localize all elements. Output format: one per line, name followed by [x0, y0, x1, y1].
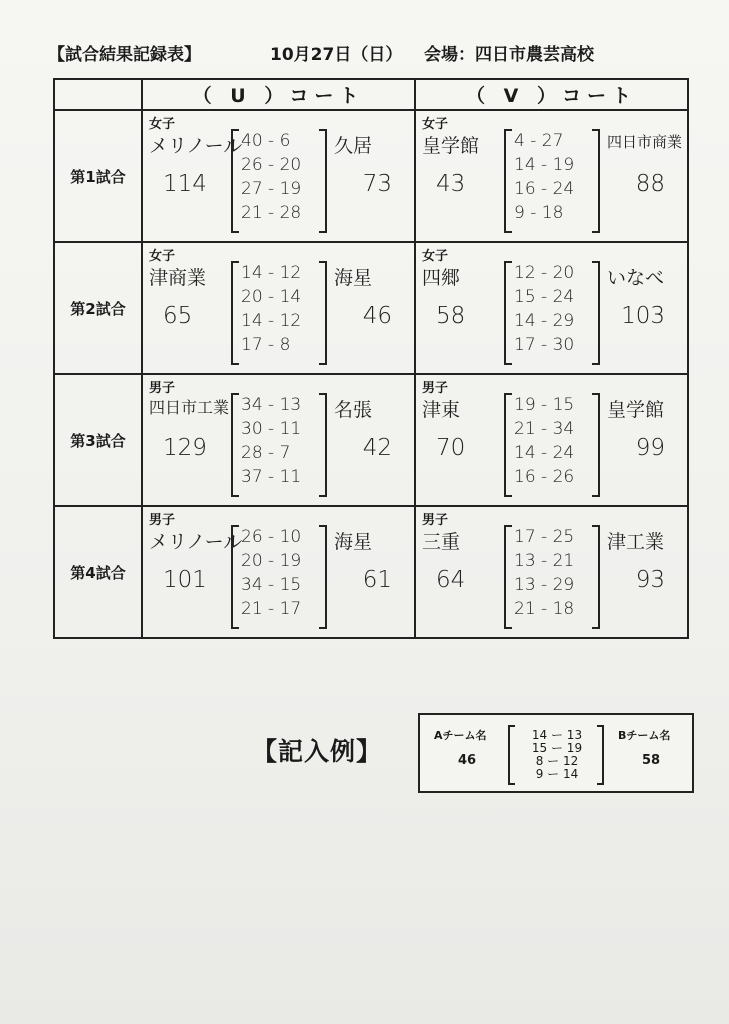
set-score: 12 - 20 — [514, 263, 575, 283]
court-u-header: （ U ）コート — [142, 79, 415, 110]
set-score: 15 - 24 — [514, 287, 575, 307]
gender-label: 女子 — [422, 249, 449, 264]
court-v-header: （ V ）コート — [415, 79, 688, 110]
set-scores — [231, 393, 327, 497]
set-score: 14 - 24 — [514, 443, 575, 463]
game-row — [54, 110, 688, 242]
example-set-score: 14 ー 13 — [531, 728, 583, 742]
set-score: 9 - 18 — [514, 203, 564, 223]
bracket-left — [504, 525, 512, 629]
venue: 会場：四日市農芸高校 — [424, 45, 594, 65]
team-b-total: 93 — [635, 567, 665, 593]
set-score: 40 - 6 — [241, 131, 291, 151]
team-b-name: 津工業 — [607, 531, 665, 553]
team-b-name: 海星 — [334, 531, 373, 553]
set-score: 13 - 21 — [514, 551, 575, 571]
team-b-total: 73 — [362, 171, 392, 197]
bracket-left — [231, 393, 239, 497]
set-score: 37 - 11 — [241, 467, 302, 487]
team-a-name: 皇学館 — [422, 135, 480, 157]
example-team-b-name: Bチーム名 — [618, 729, 671, 742]
set-score: 14 - 29 — [514, 311, 575, 331]
corner-cell — [54, 79, 142, 110]
example-set-score: 8 ー 12 — [535, 754, 579, 768]
set-score: 20 - 14 — [241, 287, 302, 307]
team-a-name: 津商業 — [149, 267, 207, 289]
team-a-total: 70 — [436, 435, 466, 461]
gender-label: 男子 — [149, 381, 176, 396]
set-score: 34 - 15 — [241, 575, 302, 595]
team-b-name: 海星 — [334, 267, 373, 289]
gender-label: 女子 — [422, 117, 449, 132]
set-score: 21 - 18 — [514, 599, 575, 619]
result-cell-v — [415, 506, 688, 638]
team-b-total: 46 — [362, 303, 392, 329]
result-cell-v — [415, 374, 688, 506]
bracket-left — [231, 525, 239, 629]
team-a-total: 64 — [436, 567, 466, 593]
team-b-total: 42 — [362, 435, 392, 461]
team-a-total: 58 — [436, 303, 466, 329]
set-score: 19 - 15 — [514, 395, 575, 415]
team-a-name: 三重 — [422, 531, 461, 553]
team-a-total: 101 — [163, 567, 207, 593]
team-b-total: 103 — [621, 303, 665, 329]
game-label: 第2試合 — [54, 242, 142, 374]
set-score: 26 - 20 — [241, 155, 302, 175]
set-scores — [504, 129, 600, 233]
set-score: 16 - 24 — [514, 179, 575, 199]
example-label: 【記入例】 — [252, 737, 383, 766]
set-score: 16 - 26 — [514, 467, 575, 487]
example-set-score: 15 ー 19 — [531, 741, 583, 755]
set-score: 34 - 13 — [241, 395, 302, 415]
team-a-name: メリノール — [149, 135, 243, 157]
set-score: 28 - 7 — [241, 443, 291, 463]
sheet-title: 【試合結果記録表】 — [48, 45, 201, 65]
match-date: 10月27日（日） — [270, 45, 403, 65]
result-cell-u — [142, 374, 415, 506]
set-scores — [504, 393, 600, 497]
example-team-b-score: 58 — [642, 753, 661, 768]
team-b-name: 名張 — [334, 399, 373, 421]
gender-label: 男子 — [422, 381, 449, 396]
set-scores — [231, 261, 327, 365]
set-score: 4 - 27 — [514, 131, 564, 151]
set-score: 17 - 25 — [514, 527, 575, 547]
set-score: 30 - 11 — [241, 419, 302, 439]
set-score: 17 - 30 — [514, 335, 575, 355]
set-scores — [231, 525, 327, 629]
set-score: 14 - 12 — [241, 311, 302, 331]
set-score: 27 - 19 — [241, 179, 302, 199]
team-a-total: 43 — [436, 171, 466, 197]
bracket-left — [504, 393, 512, 497]
game-row — [54, 374, 688, 506]
set-score: 26 - 10 — [241, 527, 302, 547]
set-score: 21 - 17 — [241, 599, 302, 619]
team-b-name: 四日市商業 — [607, 133, 683, 151]
bracket-left — [231, 261, 239, 365]
gender-label: 男子 — [422, 513, 449, 528]
header — [48, 40, 688, 68]
bracket-left — [231, 129, 239, 233]
set-score: 17 - 8 — [241, 335, 291, 355]
set-score: 14 - 19 — [514, 155, 575, 175]
set-score: 13 - 29 — [514, 575, 575, 595]
team-b-total: 99 — [635, 435, 665, 461]
result-cell-u — [142, 506, 415, 638]
team-a-name: 四日市工業 — [149, 398, 230, 417]
set-score: 21 - 34 — [514, 419, 575, 439]
bracket-left — [508, 725, 515, 785]
team-a-name: メリノール — [149, 531, 243, 553]
gender-label: 男子 — [149, 513, 176, 528]
result-cell-v — [415, 242, 688, 374]
team-b-name: 久居 — [334, 135, 373, 157]
bracket-left — [504, 129, 512, 233]
set-score: 20 - 19 — [241, 551, 302, 571]
game-row — [54, 242, 688, 374]
set-score: 14 - 12 — [241, 263, 302, 283]
team-b-name: いなべ — [607, 267, 665, 289]
set-scores — [504, 261, 600, 365]
example-set-score: 9 ー 14 — [535, 767, 579, 781]
team-a-total: 114 — [163, 171, 207, 197]
example-team-a-score: 46 — [458, 753, 477, 768]
result-cell-v — [415, 110, 688, 242]
result-cell-u — [142, 110, 415, 242]
set-score: 21 - 28 — [241, 203, 302, 223]
results-table — [53, 78, 689, 639]
court-header-row — [54, 79, 688, 110]
team-b-name: 皇学館 — [607, 399, 665, 421]
gender-label: 女子 — [149, 117, 176, 132]
gender-label: 女子 — [149, 249, 176, 264]
game-label: 第4試合 — [54, 506, 142, 638]
set-scores — [504, 525, 600, 629]
example-box — [418, 713, 694, 793]
team-a-name: 津東 — [422, 399, 461, 421]
game-label: 第3試合 — [54, 374, 142, 506]
set-scores — [231, 129, 327, 233]
game-label: 第1試合 — [54, 110, 142, 242]
bracket-right — [597, 725, 604, 785]
team-a-name: 四郷 — [422, 267, 461, 289]
example-set-scores — [508, 725, 604, 783]
game-row — [54, 506, 688, 638]
team-a-total: 65 — [163, 303, 193, 329]
example-team-a-name: Aチーム名 — [434, 729, 487, 742]
team-b-total: 88 — [635, 171, 665, 197]
result-cell-u — [142, 242, 415, 374]
team-b-total: 61 — [362, 567, 392, 593]
bracket-left — [504, 261, 512, 365]
team-a-total: 129 — [163, 435, 207, 461]
